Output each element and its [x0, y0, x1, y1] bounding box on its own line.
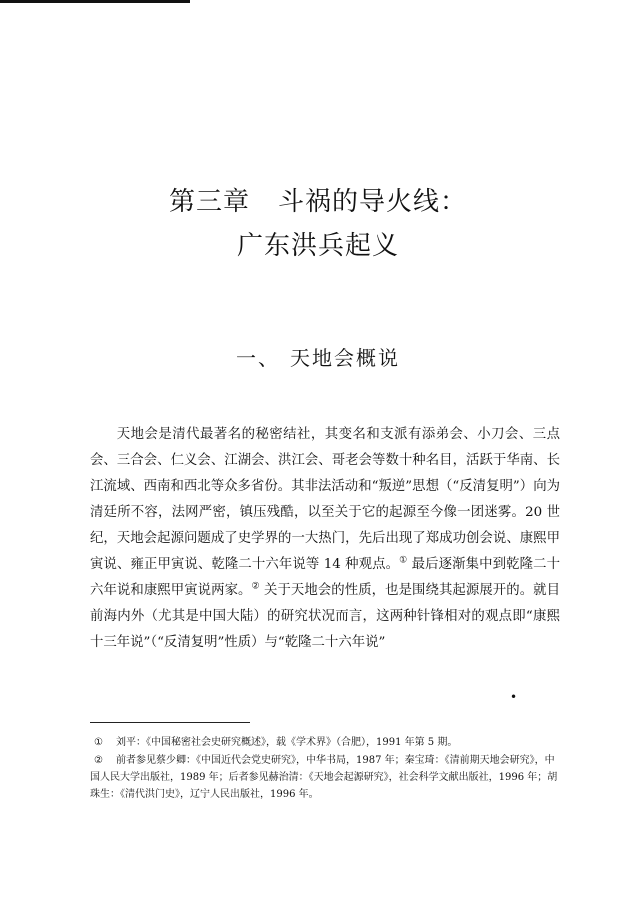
footnote-ref-2[interactable]: ②	[251, 581, 260, 592]
chapter-title	[0, 180, 636, 268]
footnote-2	[90, 752, 560, 803]
body-text-part-1: 天地会是清代最著名的秘密结社，其变名和支派有添弟会、小刀会、三点会、三合会、仁义会、江湖会、洪江会、哥老会等数十种名目，活跃于华南、长江流域、西南和西北等众多省份。其非法活动和“叛逆”思想（“反清复明”）向为清廷所不容，法网严密，镇压残酷，以至关于它的起源至今像一团迷雾。20 世纪，天地会起源问题成了史学界的一大热门，先后出现了郑成功创会说、康熙甲寅说、雍正甲寅说、乾隆二十六年说等 14 种观点。	[90, 427, 560, 572]
footnote-rule	[90, 722, 250, 723]
footnote-2-number: ②	[94, 755, 103, 766]
section-heading	[0, 342, 636, 371]
chapter-title-line-2: 广东洪兵起义	[236, 231, 399, 261]
section-title: 天地会概说	[290, 346, 400, 370]
chapter-number: 第三章	[168, 187, 250, 217]
footnote-1	[90, 734, 560, 751]
footnotes	[90, 734, 560, 804]
stray-mark: •	[510, 690, 518, 704]
section-number: 一、	[236, 346, 280, 370]
body-paragraph	[90, 422, 560, 656]
footnote-2-text: 前者参见蔡少卿：《中国近代会党史研究》，中华书局，1987 年；秦宝琦：《清前期天地会研究》，中国人民大学出版社，1989 年；后者参见赫治清：《天地会起源研究》，社会科学文献出版社，1996 年；胡珠生：《清代洪门史》，辽宁人民出版社，1996 年。	[90, 755, 558, 800]
footnote-1-number: ①	[94, 737, 103, 748]
body-text-part-3: 关于天地会的性质，也是围绕其起源展开的。就目前海内外（尤其是中国大陆）的研究状况而言，这两种针锋相对的观点即“康熙十三年说”（“反清复明”性质）与“乾隆二十六年说”	[90, 583, 560, 650]
body-text	[90, 422, 560, 656]
top-edge-rule	[0, 0, 190, 3]
footnote-ref-1[interactable]: ①	[399, 555, 408, 566]
footnote-1-text: 刘平：《中国秘密社会史研究概述》，载《学术界》（合肥），1991 年第 5 期。	[116, 737, 458, 748]
body-text-part-2: 最后逐渐集中到乾隆二十六年说和康熙甲寅说两家。	[90, 557, 560, 598]
chapter-title-line-1: 斗祸的导火线：	[278, 187, 468, 217]
